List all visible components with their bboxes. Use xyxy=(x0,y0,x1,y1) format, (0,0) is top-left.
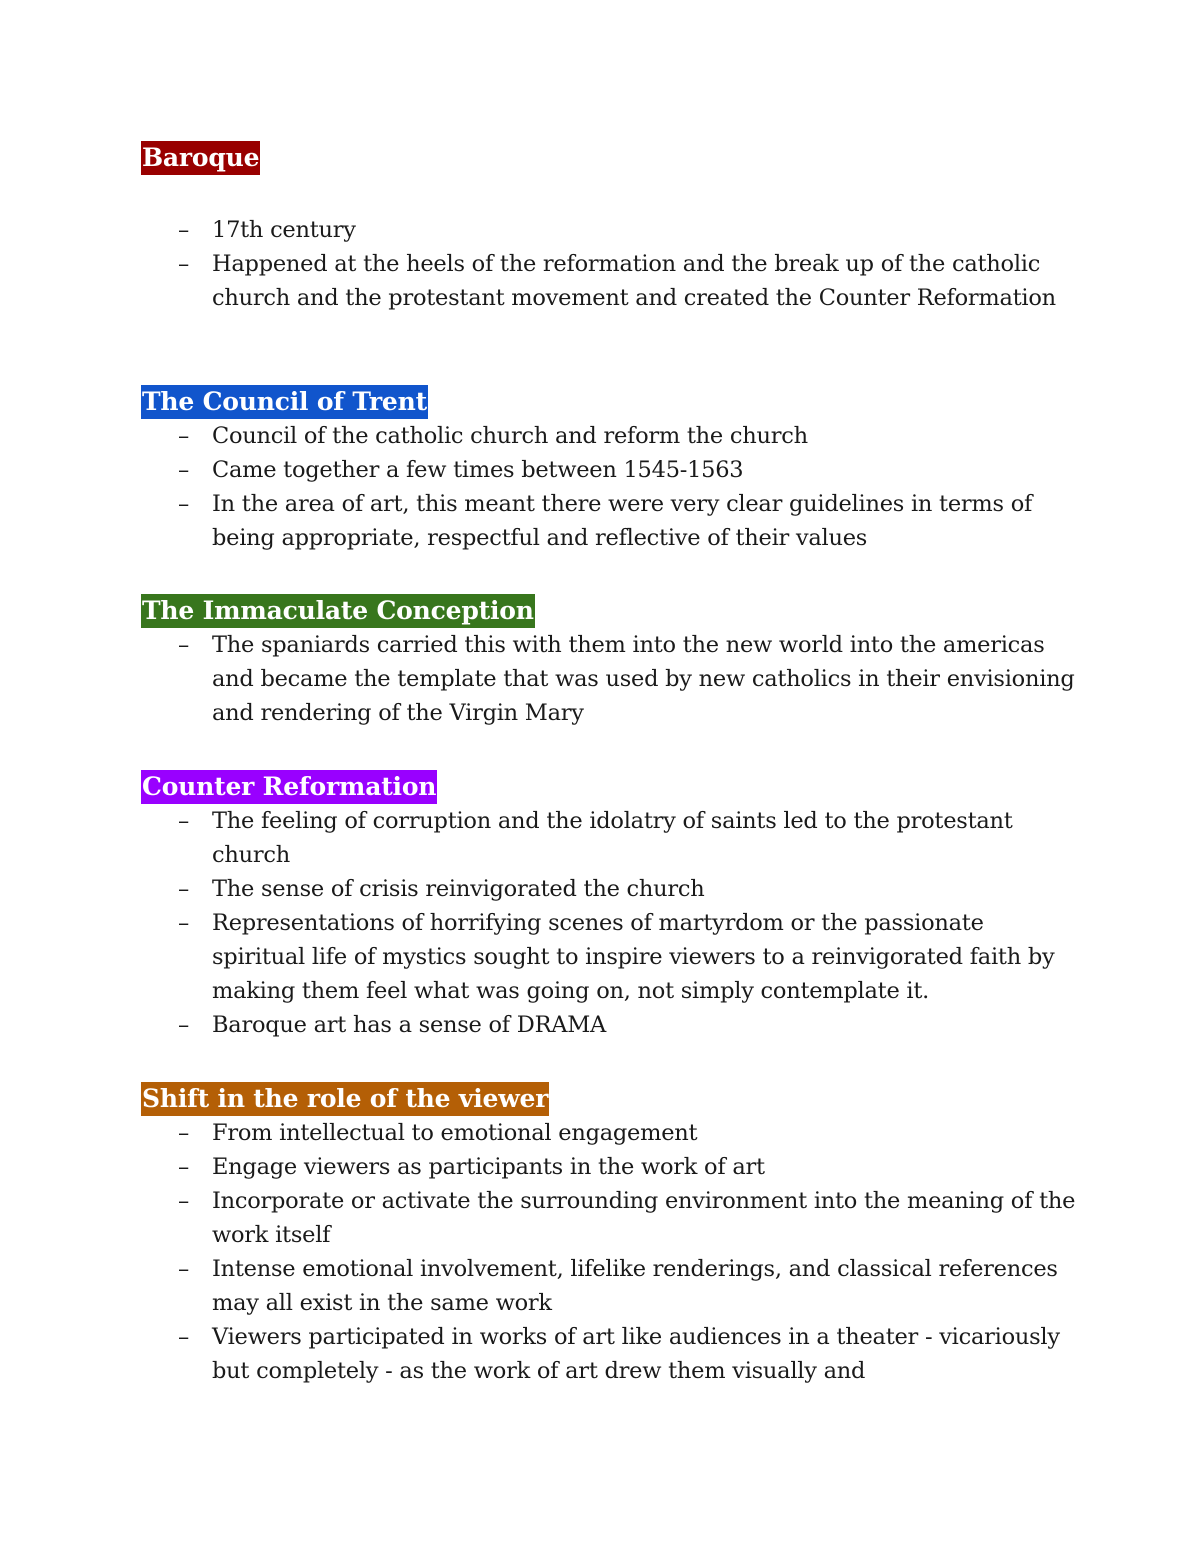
list-item-text: Intense emotional involvement, lifelike renderings, and classical references may all exist in the same work xyxy=(212,1256,1058,1316)
section-shift-in-role-of-viewer xyxy=(141,1082,1081,1388)
section-council-of-trent xyxy=(141,385,1081,555)
list-item xyxy=(141,628,1081,730)
dash-bullet: – xyxy=(178,1324,189,1350)
list-item-text: From intellectual to emotional engagement xyxy=(212,1120,698,1146)
list-item-text: Engage viewers as participants in the work of art xyxy=(212,1154,765,1180)
bullet-list xyxy=(141,804,1081,1042)
list-item xyxy=(141,247,1081,315)
dash-bullet: – xyxy=(178,1188,189,1214)
list-item-text: Happened at the heels of the reformation and the break up of the catholic church and the protestant movement and created the Counter Reformation xyxy=(212,251,1056,311)
dash-bullet: – xyxy=(178,632,189,658)
list-item-text: Baroque art has a sense of DRAMA xyxy=(212,1012,607,1038)
section-heading: Baroque xyxy=(141,141,260,175)
list-item-text: The spaniards carried this with them into the new world into the americas and became the template that was used by new catholics in their envisioning and rendering of the Virgin Mary xyxy=(212,632,1075,726)
dash-bullet: – xyxy=(178,217,189,243)
dash-bullet: – xyxy=(178,457,189,483)
list-item xyxy=(141,804,1081,872)
list-item xyxy=(141,1008,1081,1042)
list-item-text: Representations of horrifying scenes of martyrdom or the passionate spiritual life of mystics sought to inspire viewers to a reinvigorated faith by making them feel what was going on, not simply contemplate it. xyxy=(212,910,1055,1004)
list-item-text: 17th century xyxy=(212,217,356,243)
dash-bullet: – xyxy=(178,1256,189,1282)
list-item xyxy=(141,906,1081,1008)
dash-bullet: – xyxy=(178,1154,189,1180)
list-item xyxy=(141,419,1081,453)
list-item xyxy=(141,1252,1081,1320)
dash-bullet: – xyxy=(178,1120,189,1146)
section-heading: Shift in the role of the viewer xyxy=(141,1082,549,1116)
list-item-text: In the area of art, this meant there were very clear guidelines in terms of being appropriate, respectful and reflective of their values xyxy=(212,491,1033,551)
list-item-text: Incorporate or activate the surrounding environment into the meaning of the work itself xyxy=(212,1188,1076,1248)
dash-bullet: – xyxy=(178,910,189,936)
list-item-text: Council of the catholic church and reform the church xyxy=(212,423,808,449)
section-counter-reformation xyxy=(141,770,1081,1042)
list-item xyxy=(141,1320,1081,1388)
list-item-text: Viewers participated in works of art like audiences in a theater - vicariously but completely - as the work of art drew them visually and xyxy=(212,1324,1060,1384)
list-item-text: The sense of crisis reinvigorated the church xyxy=(212,876,705,902)
bullet-list xyxy=(141,628,1081,730)
list-item xyxy=(141,453,1081,487)
dash-bullet: – xyxy=(178,491,189,517)
list-item xyxy=(141,1150,1081,1184)
section-immaculate-conception xyxy=(141,594,1081,730)
list-item-text: The feeling of corruption and the idolatry of saints led to the protestant church xyxy=(212,808,1013,868)
list-item xyxy=(141,1116,1081,1150)
dash-bullet: – xyxy=(178,251,189,277)
list-item xyxy=(141,872,1081,906)
section-heading: The Immaculate Conception xyxy=(141,594,535,628)
section-baroque xyxy=(141,141,1081,315)
dash-bullet: – xyxy=(178,423,189,449)
list-item xyxy=(141,213,1081,247)
bullet-list xyxy=(141,1116,1081,1388)
dash-bullet: – xyxy=(178,1012,189,1038)
bullet-list xyxy=(141,419,1081,555)
list-item-text: Came together a few times between 1545-1563 xyxy=(212,457,744,483)
section-heading: Counter Reformation xyxy=(141,770,437,804)
dash-bullet: – xyxy=(178,876,189,902)
section-heading: The Council of Trent xyxy=(141,385,428,419)
list-item xyxy=(141,487,1081,555)
bullet-list xyxy=(141,213,1081,315)
list-item xyxy=(141,1184,1081,1252)
dash-bullet: – xyxy=(178,808,189,834)
